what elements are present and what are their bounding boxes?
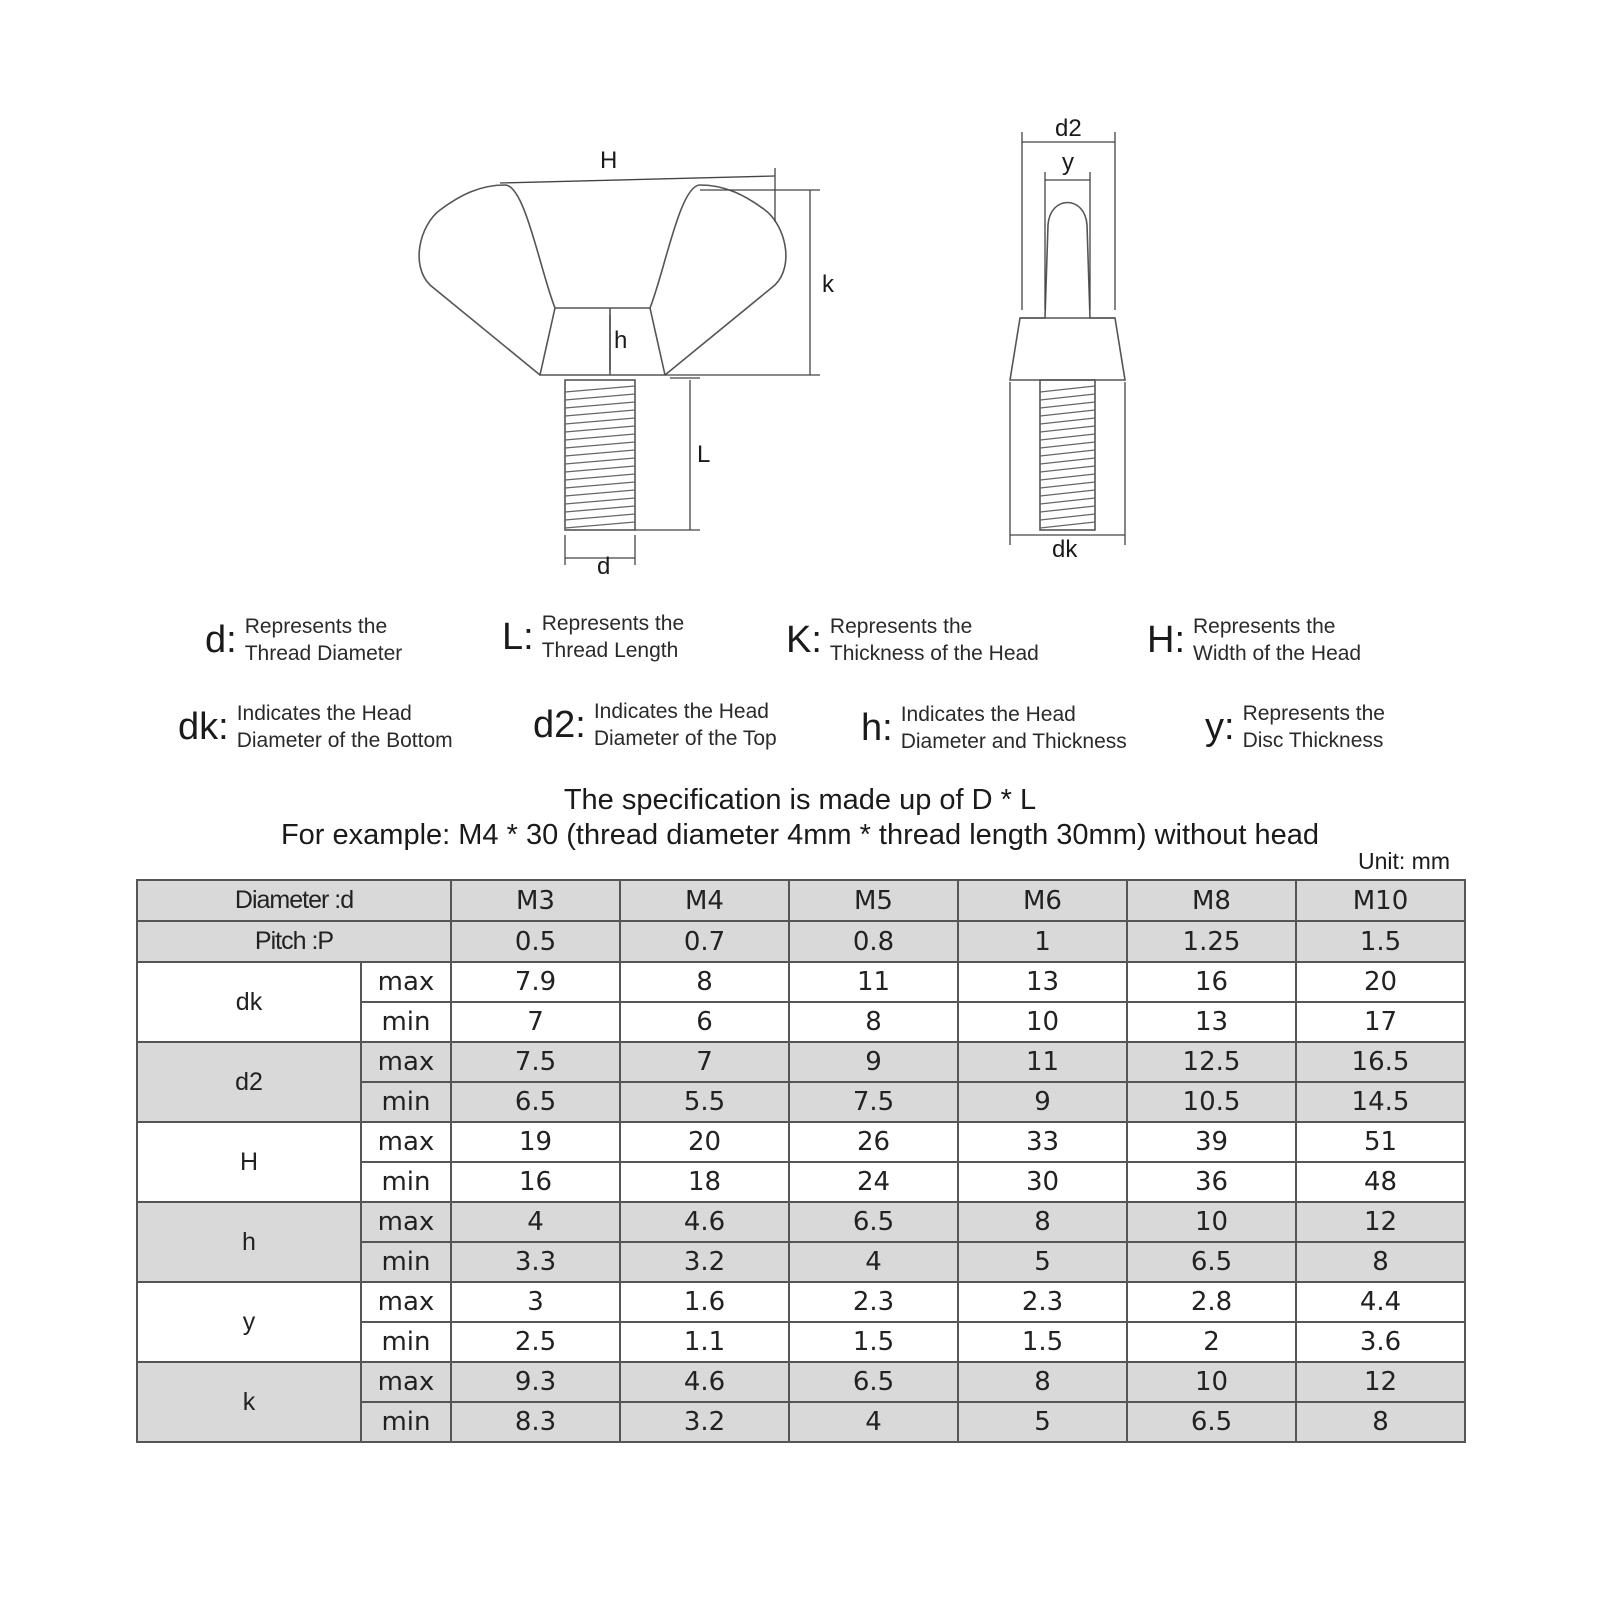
legend-description: Represents the Thread Length bbox=[541, 612, 685, 662]
value-cell: 12 bbox=[1296, 1202, 1465, 1242]
value-cell: 16 bbox=[451, 1162, 620, 1202]
legend-symbol: h: bbox=[861, 707, 893, 749]
label-y: y bbox=[1062, 149, 1074, 176]
table-row-pitch bbox=[137, 921, 1465, 962]
value-cell: 16.5 bbox=[1296, 1042, 1465, 1082]
table-row bbox=[137, 1042, 1465, 1082]
legend-K bbox=[786, 613, 1039, 667]
value-cell: 14.5 bbox=[1296, 1082, 1465, 1122]
value-cell: 33 bbox=[958, 1122, 1127, 1162]
value-cell: 7.9 bbox=[451, 962, 620, 1002]
value-cell: 11 bbox=[789, 962, 958, 1002]
value-cell: 26 bbox=[789, 1122, 958, 1162]
value-cell: 5 bbox=[958, 1402, 1127, 1442]
table-row bbox=[137, 1122, 1465, 1162]
table-row-diameter bbox=[137, 880, 1465, 921]
max-label: max bbox=[361, 1362, 451, 1402]
value-cell: 8 bbox=[958, 1362, 1127, 1402]
min-label: min bbox=[361, 1322, 451, 1362]
max-label: max bbox=[361, 1282, 451, 1322]
pitch-cell: 0.5 bbox=[451, 921, 620, 962]
value-cell: 12 bbox=[1296, 1362, 1465, 1402]
front-thread-lines bbox=[565, 386, 635, 528]
param-label: y bbox=[137, 1282, 361, 1362]
value-cell: 7.5 bbox=[451, 1042, 620, 1082]
max-label: max bbox=[361, 1042, 451, 1082]
value-cell: 11 bbox=[958, 1042, 1127, 1082]
value-cell: 24 bbox=[789, 1162, 958, 1202]
size-cell: M6 bbox=[958, 880, 1127, 921]
size-cell: M10 bbox=[1296, 880, 1465, 921]
value-cell: 10 bbox=[958, 1002, 1127, 1042]
value-cell: 7.5 bbox=[789, 1082, 958, 1122]
label-d2: d2 bbox=[1055, 115, 1082, 142]
legend-symbol: L: bbox=[502, 616, 534, 658]
value-cell: 2.8 bbox=[1127, 1282, 1296, 1322]
value-cell: 3.3 bbox=[451, 1242, 620, 1282]
value-cell: 1.5 bbox=[958, 1322, 1127, 1362]
legend-h bbox=[861, 701, 1127, 755]
dim-H-line bbox=[500, 176, 775, 183]
label-dk: dk bbox=[1052, 536, 1078, 563]
value-cell: 4 bbox=[451, 1202, 620, 1242]
table-row bbox=[137, 1202, 1465, 1242]
legend-symbol: y: bbox=[1205, 706, 1235, 748]
value-cell: 13 bbox=[958, 962, 1127, 1002]
legend-dk bbox=[178, 700, 453, 754]
value-cell: 1.1 bbox=[620, 1322, 789, 1362]
value-cell: 10 bbox=[1127, 1362, 1296, 1402]
legend-symbol: K: bbox=[786, 619, 822, 661]
size-cell: M8 bbox=[1127, 880, 1296, 921]
spec-table bbox=[136, 879, 1466, 1443]
value-cell: 5.5 bbox=[620, 1082, 789, 1122]
value-cell: 10 bbox=[1127, 1202, 1296, 1242]
value-cell: 30 bbox=[958, 1162, 1127, 1202]
value-cell: 6.5 bbox=[1127, 1402, 1296, 1442]
value-cell: 4.6 bbox=[620, 1202, 789, 1242]
pitch-label: Pitch :P bbox=[137, 921, 451, 962]
value-cell: 39 bbox=[1127, 1122, 1296, 1162]
value-cell: 20 bbox=[620, 1122, 789, 1162]
value-cell: 12.5 bbox=[1127, 1042, 1296, 1082]
size-cell: M3 bbox=[451, 880, 620, 921]
legend-H bbox=[1147, 613, 1361, 667]
legend-description: Represents the Disc Thickness bbox=[1242, 702, 1385, 752]
value-cell: 4.4 bbox=[1296, 1282, 1465, 1322]
value-cell: 9 bbox=[789, 1042, 958, 1082]
label-k: k bbox=[822, 271, 834, 298]
legend-y bbox=[1205, 700, 1385, 754]
min-label: min bbox=[361, 1402, 451, 1442]
value-cell: 8 bbox=[789, 1002, 958, 1042]
pitch-cell: 1.25 bbox=[1127, 921, 1296, 962]
value-cell: 6.5 bbox=[789, 1362, 958, 1402]
value-cell: 20 bbox=[1296, 962, 1465, 1002]
legend-L bbox=[502, 610, 684, 664]
value-cell: 6.5 bbox=[789, 1202, 958, 1242]
table-row bbox=[137, 1362, 1465, 1402]
value-cell: 2.3 bbox=[958, 1282, 1127, 1322]
spec-line-2: For example: M4 * 30 (thread diameter 4mm * thread length 30mm) without head bbox=[280, 819, 1320, 851]
value-cell: 18 bbox=[620, 1162, 789, 1202]
param-label: h bbox=[137, 1202, 361, 1282]
value-cell: 9 bbox=[958, 1082, 1127, 1122]
value-cell: 16 bbox=[1127, 962, 1296, 1002]
legend-description: Indicates the Head Diameter of the Bottom bbox=[236, 702, 453, 752]
value-cell: 2.3 bbox=[789, 1282, 958, 1322]
value-cell: 36 bbox=[1127, 1162, 1296, 1202]
label-d: d bbox=[597, 553, 611, 580]
value-cell: 1.6 bbox=[620, 1282, 789, 1322]
left-wing-outline bbox=[419, 185, 555, 375]
min-label: min bbox=[361, 1242, 451, 1282]
min-label: min bbox=[361, 1002, 451, 1042]
value-cell: 13 bbox=[1127, 1002, 1296, 1042]
value-cell: 6.5 bbox=[451, 1082, 620, 1122]
legend-description: Indicates the Head Diameter of the Top bbox=[593, 700, 777, 750]
right-wing-outline bbox=[650, 185, 786, 375]
legend-d bbox=[205, 613, 402, 667]
table-row bbox=[137, 1282, 1465, 1322]
value-cell: 5 bbox=[958, 1242, 1127, 1282]
param-label: d2 bbox=[137, 1042, 361, 1122]
table-row bbox=[137, 962, 1465, 1002]
side-thread-lines bbox=[1040, 386, 1095, 528]
value-cell: 6.5 bbox=[1127, 1242, 1296, 1282]
min-label: min bbox=[361, 1082, 451, 1122]
max-label: max bbox=[361, 1202, 451, 1242]
min-label: min bbox=[361, 1162, 451, 1202]
value-cell: 6 bbox=[620, 1002, 789, 1042]
value-cell: 3 bbox=[451, 1282, 620, 1322]
value-cell: 17 bbox=[1296, 1002, 1465, 1042]
value-cell: 8 bbox=[620, 962, 789, 1002]
max-label: max bbox=[361, 962, 451, 1002]
value-cell: 7 bbox=[451, 1002, 620, 1042]
legend-description: Represents the Thread Diameter bbox=[244, 615, 403, 665]
legend-d2 bbox=[533, 698, 777, 752]
value-cell: 4 bbox=[789, 1402, 958, 1442]
value-cell: 51 bbox=[1296, 1122, 1465, 1162]
pitch-cell: 0.8 bbox=[789, 921, 958, 962]
param-label: dk bbox=[137, 962, 361, 1042]
value-cell: 3.2 bbox=[620, 1242, 789, 1282]
center-hub-outline bbox=[540, 308, 665, 375]
value-cell: 7 bbox=[620, 1042, 789, 1082]
value-cell: 19 bbox=[451, 1122, 620, 1162]
label-h: h bbox=[614, 327, 628, 354]
legend-symbol: dk: bbox=[178, 706, 229, 748]
value-cell: 4.6 bbox=[620, 1362, 789, 1402]
value-cell: 1.5 bbox=[789, 1322, 958, 1362]
legend-description: Represents the Width of the Head bbox=[1193, 615, 1362, 665]
pitch-cell: 1.5 bbox=[1296, 921, 1465, 962]
legend-description: Represents the Thickness of the Head bbox=[829, 615, 1039, 665]
legend-symbol: d: bbox=[205, 619, 237, 661]
label-L: L bbox=[697, 441, 711, 468]
value-cell: 8.3 bbox=[451, 1402, 620, 1442]
param-label: H bbox=[137, 1122, 361, 1202]
value-cell: 8 bbox=[1296, 1242, 1465, 1282]
pitch-cell: 0.7 bbox=[620, 921, 789, 962]
param-label: k bbox=[137, 1362, 361, 1442]
value-cell: 2 bbox=[1127, 1322, 1296, 1362]
value-cell: 3.2 bbox=[620, 1402, 789, 1442]
value-cell: 48 bbox=[1296, 1162, 1465, 1202]
spec-line-1: The specification is made up of D * L bbox=[563, 784, 1037, 816]
value-cell: 4 bbox=[789, 1242, 958, 1282]
side-view-head-outline bbox=[1010, 203, 1125, 381]
value-cell: 10.5 bbox=[1127, 1082, 1296, 1122]
value-cell: 3.6 bbox=[1296, 1322, 1465, 1362]
unit-label: Unit: mm bbox=[1358, 848, 1450, 874]
size-cell: M5 bbox=[789, 880, 958, 921]
label-H: H bbox=[600, 147, 618, 174]
value-cell: 2.5 bbox=[451, 1322, 620, 1362]
legend-description: Indicates the Head Diameter and Thickness bbox=[900, 703, 1127, 753]
max-label: max bbox=[361, 1122, 451, 1162]
value-cell: 8 bbox=[1296, 1402, 1465, 1442]
size-cell: M4 bbox=[620, 880, 789, 921]
value-cell: 8 bbox=[958, 1202, 1127, 1242]
value-cell: 9.3 bbox=[451, 1362, 620, 1402]
wing-screw-drawing bbox=[0, 0, 1600, 600]
diameter-label: Diameter :d bbox=[137, 880, 451, 921]
legend-symbol: H: bbox=[1147, 619, 1186, 661]
legend-symbol: d2: bbox=[533, 704, 586, 746]
pitch-cell: 1 bbox=[958, 921, 1127, 962]
